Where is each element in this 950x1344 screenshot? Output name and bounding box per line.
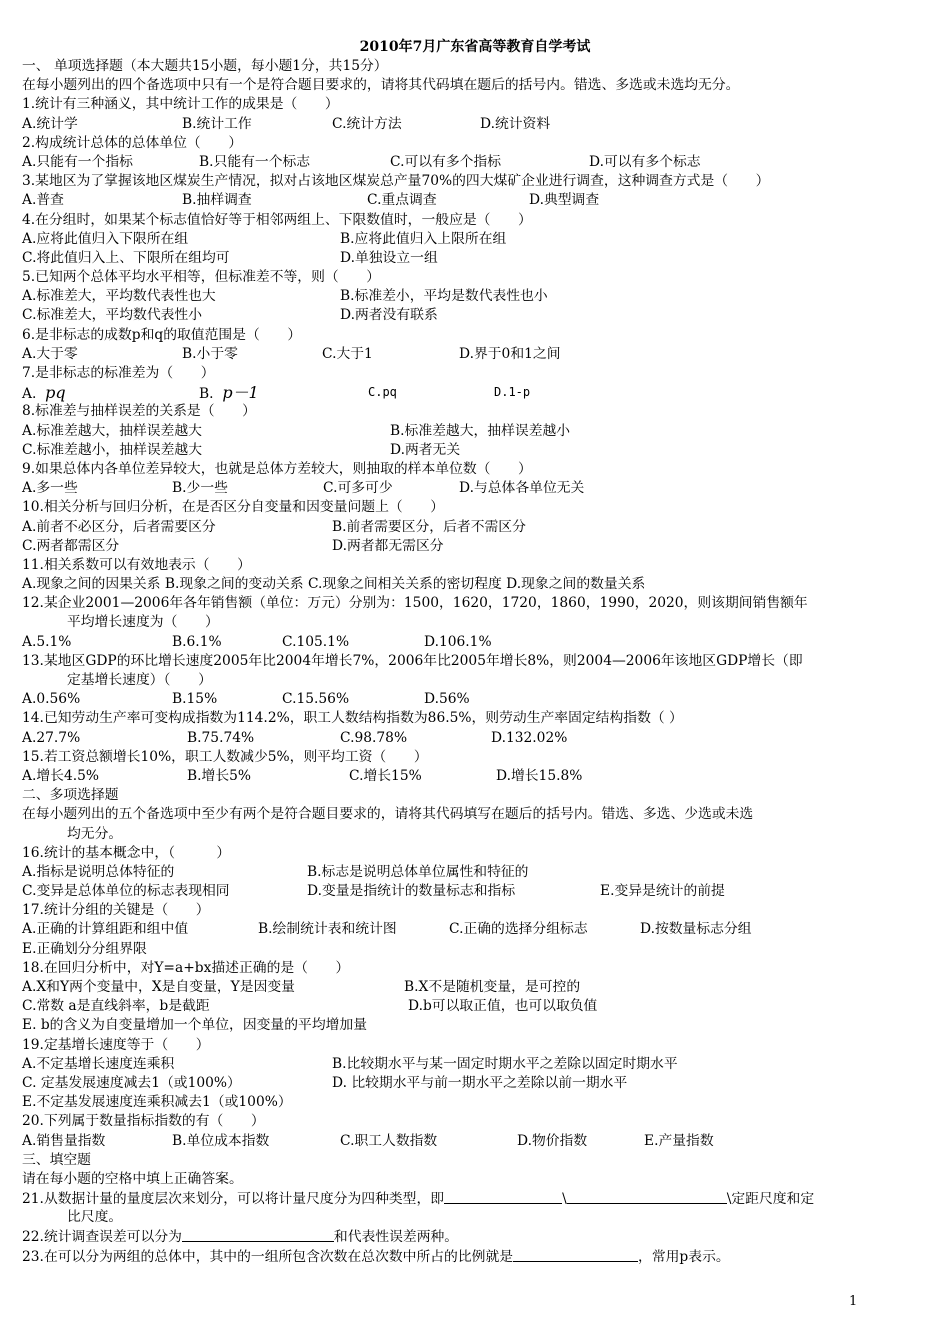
option-d: D.132.02% <box>491 729 568 746</box>
section-instructions: 在每小题列出的五个备选项中至少有两个是符合题目要求的，请将其代码填写在题后的括号内。错选、多选、少选或未选 <box>22 806 754 823</box>
section-instructions: 在每小题列出的四个备选项中只有一个是符合题目要求的，请将其代码填在题后的括号内。错选、多选或未选均无分。 <box>22 77 740 94</box>
option-a: A.只能有一个指标 <box>22 153 133 170</box>
option-d: D.与总体各单位无关 <box>459 480 585 497</box>
option-d: D.b可以取正值，也可以取负值 <box>408 998 598 1015</box>
option-d: D.两者都无需区分 <box>332 537 444 554</box>
option-c: C.增长15% <box>349 767 422 784</box>
option-c: C.大于1 <box>322 345 373 362</box>
option-a: A.标准差大，平均数代表性也大 <box>22 288 216 305</box>
option-d: D.可以有多个标志 <box>589 153 701 170</box>
option-d: D.56% <box>424 691 470 708</box>
option-row <box>22 479 922 498</box>
option-a: A.统计学 <box>22 115 78 132</box>
option-row <box>22 422 922 441</box>
option-c: C.两者都需区分 <box>22 537 120 554</box>
option-b-label: B. <box>199 386 214 403</box>
blank-separator: \ <box>562 1191 567 1208</box>
page-number: 1 <box>849 1294 858 1309</box>
option-row <box>22 518 922 537</box>
option-c: C.标准差越小，抽样误差越大 <box>22 441 203 458</box>
option-b: B.标准差越大，抽样误差越小 <box>390 422 571 439</box>
option-b: B.标志是说明总体单位属性和特征的 <box>307 863 529 880</box>
exam-title: 2010年7月广东省高等教育自学考试 <box>359 39 591 55</box>
option-a-label: A. <box>22 386 37 403</box>
option-d: D.典型调查 <box>529 192 600 209</box>
option-row <box>22 767 922 786</box>
question-stem: 4.在分组时，如果某个标志值恰好等于相邻两组上、下限数值时，一般应是（ ） <box>22 211 532 228</box>
option-a: A.标准差越大，抽样误差越大 <box>22 422 202 439</box>
option-a: A.大于零 <box>22 345 78 362</box>
option-a <box>22 383 66 404</box>
option-b: B.前者需要区分，后者不需区分 <box>332 518 526 535</box>
fill-in-question <box>22 1189 922 1208</box>
option-b: B.X不是随机变量，是可控的 <box>404 979 581 995</box>
option-d: D.两者没有联系 <box>340 307 438 324</box>
option-b: B.抽样调查 <box>182 192 252 209</box>
option-row <box>22 940 922 959</box>
option-row <box>22 441 922 460</box>
option-row <box>22 230 922 249</box>
option-c: C.正确的选择分组标志 <box>449 921 588 938</box>
answer-blank <box>567 1189 727 1204</box>
option-a: A.不定基增长速度连乘积 <box>22 1055 175 1072</box>
option-e: E. b的含义为自变量增加一个单位，因变量的平均增加量 <box>22 1017 368 1034</box>
option-e: E.变异是统计的前提 <box>600 883 725 900</box>
option-d: D.1-p <box>494 385 531 400</box>
question-text: \定距尺度和定 <box>726 1191 815 1208</box>
fill-in-question <box>22 1227 922 1246</box>
question-stem: 16.统计的基本概念中，（ ） <box>22 844 231 861</box>
option-a: A.前者不必区分，后者需要区分 <box>22 518 216 535</box>
option-c: C.常数 a是直线斜率，b是截距 <box>22 998 210 1015</box>
option-d: D.变量是指统计的数量标志和指标 <box>307 883 516 900</box>
option-b: B.绘制统计表和统计图 <box>258 921 397 938</box>
question-stem: 3.某地区为了掌握该地区煤炭生产情况，拟对占该地区煤炭总产量70%的四大煤矿企业进行调查，这种调查方式是（ ） <box>22 173 770 190</box>
option-row <box>22 920 922 939</box>
option-c: C.职工人数指数 <box>340 1132 438 1149</box>
question-stem: 8.标准差与抽样误差的关系是（ ） <box>22 403 256 420</box>
option-row <box>22 997 922 1016</box>
option-c: C.标准差大，平均数代表性小 <box>22 307 203 324</box>
option-row <box>22 1093 922 1112</box>
section-instructions: 请在每小题的空格中填上正确答案。 <box>22 1170 243 1187</box>
option-d: D.单独设立一组 <box>340 249 438 266</box>
question-stem: 12.某企业2001—2006年各年销售额（单位：万元）分别为：1500，1620，1720，1860，1990，2020，则该期间销售额年 <box>22 595 808 612</box>
section-heading: 二、多项选择题 <box>22 787 119 804</box>
question-text: 和代表性误差两种。 <box>333 1229 459 1246</box>
option-b: B.比较期水平与某一固定时期水平之差除以固定时期水平 <box>332 1055 678 1072</box>
question-text-continued: 比尺度。 <box>67 1209 123 1226</box>
option-row <box>22 729 922 748</box>
option-row <box>22 287 922 306</box>
option-d: D.两者无关 <box>390 441 461 458</box>
option-b: B.应将此值归入上限所在组 <box>340 230 507 247</box>
section-heading: 三、填空题 <box>22 1151 91 1168</box>
option-e: E.正确划分分组界限 <box>22 940 147 957</box>
option-a: A.增长4.5% <box>22 767 99 784</box>
question-stem: 5.已知两个总体平均水平相等，但标准差不等，则（ ） <box>22 269 381 286</box>
option-b: B.单位成本指数 <box>172 1132 270 1149</box>
option-row <box>22 345 922 364</box>
option-b: B.少一些 <box>172 480 228 497</box>
option-row <box>22 633 922 652</box>
option-d: D.按数量标志分组 <box>640 921 752 938</box>
option-a: A.正确的计算组距和组中值 <box>22 921 189 938</box>
question-stem: 10.相关分析与回归分析，在是否区分自变量和因变量问题上（ ） <box>22 499 445 516</box>
option-b: B.15% <box>172 691 218 708</box>
option-c: C.15.56% <box>282 691 350 708</box>
option-c: C. 定基发展速度减去1（或100%） <box>22 1074 241 1091</box>
question-stem: 7.是非标志的标准差为（ ） <box>22 365 215 381</box>
option-c: C.统计方法 <box>332 115 402 132</box>
option-c: C.可多可少 <box>323 480 393 497</box>
option-b <box>199 383 259 404</box>
question-stem: 2.构成统计总体的总体单位（ ） <box>22 134 243 151</box>
question-stem: 13.某地区GDP的环比增长速度2005年比2004年增长7%，2006年比2005年增长8%，则2004—2006年该地区GDP增长（即 <box>22 652 803 669</box>
formula-p-minus-1: p－1 <box>222 383 259 403</box>
option-row <box>22 1016 922 1035</box>
question-stem: 6.是非标志的成数p和q的取值范围是（ ） <box>22 326 302 343</box>
answer-blank <box>182 1227 334 1242</box>
option-d: D.统计资料 <box>480 115 551 132</box>
option-b: B.75.74% <box>187 729 255 746</box>
option-row <box>22 383 922 402</box>
question-text: ，常用p表示。 <box>638 1248 730 1265</box>
fill-in-question <box>22 1247 922 1266</box>
option-row <box>22 690 922 709</box>
option-b: B.增长5% <box>187 767 252 784</box>
option-d: D.增长15.8% <box>496 767 583 784</box>
question-stem: 9.如果总体内各单位差异较大，也就是总体方差较大，则抽取的样本单位数（ ） <box>22 460 532 477</box>
option-row <box>22 1132 922 1151</box>
option-c: C.105.1% <box>282 633 350 650</box>
option-row <box>22 306 922 325</box>
exam-content <box>22 57 922 1266</box>
question-stem-continued: 定基增长速度）（ ） <box>67 672 212 688</box>
option-row <box>22 153 922 172</box>
option-d: D. 比较期水平与前一期水平之差除以前一期水平 <box>332 1074 628 1091</box>
option-row <box>22 537 922 556</box>
option-c: C.变异是总体单位的标志表现相同 <box>22 883 230 900</box>
option-row <box>22 191 922 210</box>
option-c: C.重点调查 <box>367 192 437 209</box>
answer-blank <box>444 1189 562 1204</box>
option-row <box>22 1074 922 1093</box>
option-a: A.27.7% <box>22 729 81 746</box>
section-instructions-continued: 均无分。 <box>67 825 123 842</box>
option-row <box>22 863 922 882</box>
option-a: A.X和Y两个变量中，X是自变量，Y是因变量 <box>22 979 295 995</box>
option-c: C.可以有多个指标 <box>390 153 502 170</box>
option-e: E.产量指数 <box>644 1132 714 1149</box>
option-row: A.现象之间的因果关系 B.现象之间的变动关系 C.现象之间相关关系的密切程度 D.现象之间的数量关系 <box>22 576 646 593</box>
option-d: D.界于0和1之间 <box>459 345 561 362</box>
option-a: A.多一些 <box>22 480 78 497</box>
question-text: 22.统计调查误差可以分为 <box>22 1229 182 1246</box>
answer-blank <box>513 1247 638 1262</box>
option-d: D.物价指数 <box>517 1132 588 1149</box>
option-row <box>22 1055 922 1074</box>
option-c: C.pq <box>368 385 397 400</box>
question-stem: 1.统计有三种涵义，其中统计工作的成果是（ ） <box>22 96 339 113</box>
option-c: C.98.78% <box>340 729 408 746</box>
question-text: 23.在可以分为两组的总体中，其中的一组所包含次数在总次数中所占的比例就是 <box>22 1248 514 1265</box>
option-b: B.6.1% <box>172 633 222 650</box>
option-c: C.将此值归入上、下限所在组均可 <box>22 249 230 266</box>
question-stem: 20.下列属于数量指标指数的有（ ） <box>22 1113 265 1130</box>
question-stem: 14.已知劳动生产率可变构成指数为114.2%，职工人数结构指数为86.5%，则劳动生产率固定结构指数（ ） <box>22 710 683 727</box>
option-row <box>22 249 922 268</box>
option-b: B.统计工作 <box>182 115 252 132</box>
formula-pq: pq <box>45 383 66 403</box>
option-b: B.小于零 <box>182 345 238 362</box>
option-a: A.指标是说明总体特征的 <box>22 863 175 880</box>
option-row <box>22 882 922 901</box>
question-stem: 18.在回归分析中，对Y=a+bx描述正确的是（ ） <box>22 959 350 976</box>
option-row <box>22 978 922 997</box>
option-a: A.普查 <box>22 192 64 209</box>
option-e: E.不定基发展速度连乘积减去1（或100%） <box>22 1094 292 1111</box>
question-stem-continued: 平均增长速度为（ ） <box>67 614 219 631</box>
option-b: B.标准差小，平均是数代表性也小 <box>340 288 548 305</box>
option-row <box>22 115 922 134</box>
option-a: A.应将此值归入下限所在组 <box>22 230 189 247</box>
option-d: D.106.1% <box>424 633 492 650</box>
question-stem: 19.定基增长速度等于（ ） <box>22 1036 210 1053</box>
option-a: A.销售量指数 <box>22 1132 106 1149</box>
question-stem: 15.若工资总额增长10%，职工人数减少5%，则平均工资（ ） <box>22 748 428 765</box>
section-heading: 一、 单项选择题（本大题共15小题，每小题1分，共15分） <box>22 58 388 74</box>
question-text: 21.从数据计量的量度层次来划分，可以将计量尺度分为四种类型，即 <box>22 1191 445 1208</box>
option-a: A.0.56% <box>22 691 81 708</box>
question-stem: 11.相关系数可以有效地表示（ ） <box>22 556 251 573</box>
question-stem: 17.统计分组的关键是（ ） <box>22 902 210 919</box>
option-a: A.5.1% <box>22 633 72 650</box>
option-b: B.只能有一个标志 <box>199 153 311 170</box>
